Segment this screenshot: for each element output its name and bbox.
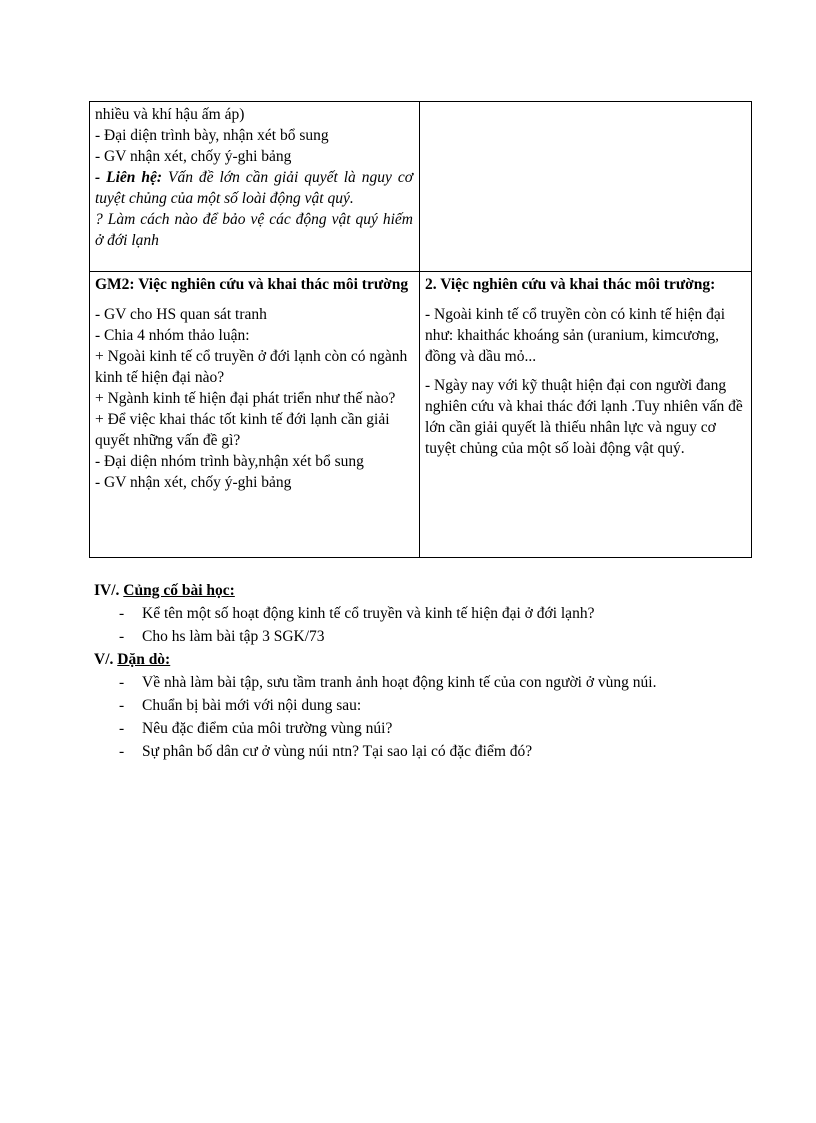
section-number: IV/. <box>94 582 120 599</box>
activity-cell <box>90 272 420 558</box>
text-line: - GV nhận xét, chốy ý-ghi bảng <box>95 474 292 492</box>
text-line: + Để việc khai thác tốt kinh tế đới lạnh cần giải quyết những vấn đề gì? <box>95 411 390 450</box>
list-item-text: Chuẩn bị bài mới với nội dung sau: <box>142 697 362 714</box>
section-title <box>94 649 656 671</box>
list-item <box>94 671 656 694</box>
content-paragraph: - Ngày nay với kỹ thuật hiện đại con người đang nghiên cứu và khai thác đới lạnh .Tuy nhiên vấn đề lớn cần giải quyết là thiếu nhân lực và nguy cơ tuyệt chủng của một số loài động vật quý. <box>425 377 743 458</box>
section-dan-do <box>94 649 656 763</box>
list-item <box>94 625 594 648</box>
lien-he-label: - Liên hệ: <box>95 169 163 186</box>
activity-heading: GM2: Việc nghiên cứu và khai thác môi trường <box>95 276 409 294</box>
text-line: + Ngoài kinh tế cổ truyền ở đới lạnh còn có ngành kinh tế hiện đại nào? <box>95 348 408 387</box>
section-list <box>94 602 594 648</box>
lien-he-paragraph <box>95 167 413 209</box>
bullet: - <box>119 674 125 691</box>
list-item <box>94 694 656 717</box>
list-item <box>94 602 594 625</box>
activity-cell <box>90 102 420 272</box>
content-cell <box>420 102 752 272</box>
section-list <box>94 671 656 763</box>
bullet: - <box>119 628 125 645</box>
section-number: V/. <box>94 651 114 668</box>
content-paragraph: - Ngoài kinh tế cổ truyền còn có kinh tế hiện đại như: khaithác khoáng sản (uranium, kimcương, đồng và dầu mỏ... <box>425 306 726 366</box>
text-line: - GV cho HS quan sát tranh <box>95 306 267 324</box>
content-cell <box>420 272 752 558</box>
text-line: + Ngành kinh tế hiện đại phát triển như thế nào? <box>95 390 396 408</box>
bullet: - <box>119 720 125 737</box>
text-line: nhiều và khí hậu ấm áp) <box>95 106 245 123</box>
bullet: - <box>119 697 125 714</box>
bullet: - <box>119 743 125 760</box>
list-item-text: Về nhà làm bài tập, sưu tầm tranh ảnh hoạt động kinh tế của con người ở vùng núi. <box>142 674 657 691</box>
text-line: - GV nhận xét, chốy ý-ghi bảng <box>95 148 292 165</box>
question-text: ? Làm cách nào để bảo vệ các động vật quý hiếm ở đới lạnh <box>95 211 413 249</box>
text-line: - Đại diện nhóm trình bày,nhận xét bổ sung <box>95 453 364 471</box>
section-title-text: Củng cố bài học: <box>123 582 235 599</box>
list-item-text: Cho hs làm bài tập 3 SGK/73 <box>142 628 325 645</box>
text-line: - Đại diện trình bày, nhận xét bổ sung <box>95 127 329 144</box>
table-row <box>90 272 752 558</box>
bullet: - <box>119 605 125 622</box>
list-item <box>94 740 656 763</box>
content-heading: 2. Việc nghiên cứu và khai thác môi trường: <box>425 276 716 294</box>
lesson-table <box>89 101 752 558</box>
section-title-text: Dặn dò: <box>117 651 171 668</box>
text-line: - Chia 4 nhóm thảo luận: <box>95 327 250 345</box>
list-item <box>94 717 656 740</box>
table-row <box>90 102 752 272</box>
section-title <box>94 580 594 602</box>
list-item-text: Sự phân bố dân cư ở vùng núi ntn? Tại sao lại có đặc điểm đó? <box>142 743 533 760</box>
lien-he-text: Vấn đề lớn cần giải quyết là nguy cơ tuyệt chủng của một số loài động vật quý. <box>95 169 413 207</box>
section-cung-co <box>94 580 594 648</box>
list-item-text: Kể tên một số hoạt động kinh tế cổ truyền và kinh tế hiện đại ở đới lạnh? <box>142 605 595 622</box>
list-item-text: Nêu đặc điểm của môi trường vùng núi? <box>142 720 393 737</box>
